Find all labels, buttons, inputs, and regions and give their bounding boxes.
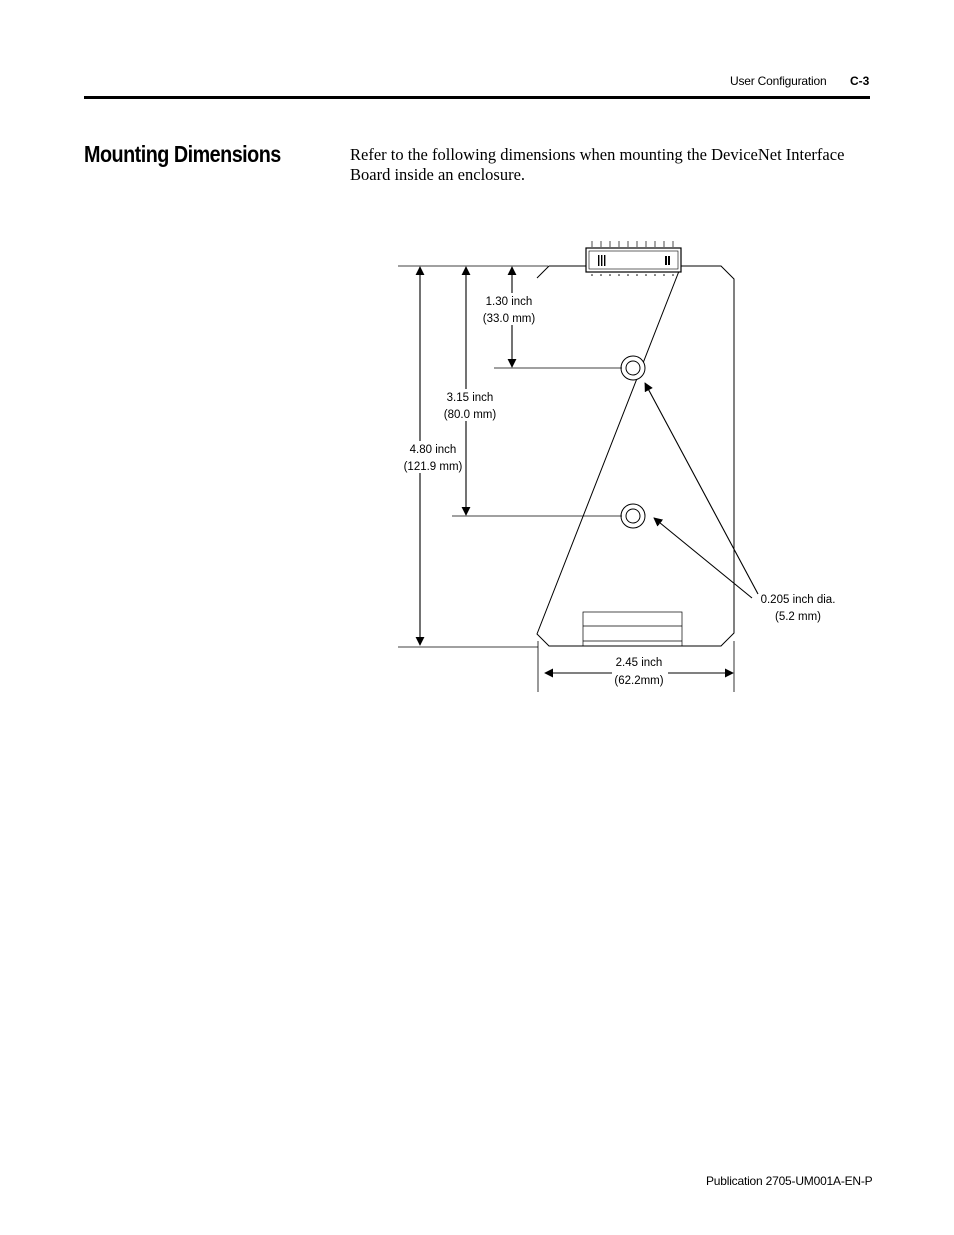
dim-bottom-hole-label-mm: (80.0 mm) bbox=[443, 409, 497, 421]
mounting-dimensions-diagram bbox=[360, 230, 880, 700]
extension-lines bbox=[398, 266, 734, 692]
top-connector bbox=[586, 241, 681, 276]
intro-paragraph: Refer to the following dimensions when mounting the DeviceNet Interface Board inside an enclosure. bbox=[350, 145, 845, 184]
dim-bottom-hole-label: 3.15 inch bbox=[446, 392, 494, 404]
hole-leader-top bbox=[645, 383, 758, 594]
dim-hole-dia-label-mm: (5.2 mm) bbox=[775, 611, 821, 623]
header-page-number: C-3 bbox=[850, 74, 870, 88]
dim-width-label-mm: (62.2mm) bbox=[614, 675, 664, 687]
section-title: Mounting Dimensions bbox=[84, 141, 281, 167]
dim-height-label-mm: (121.9 mm) bbox=[403, 461, 463, 473]
mounting-hole-top bbox=[621, 356, 645, 380]
dim-width-label: 2.45 inch bbox=[615, 657, 663, 669]
hole-leader-bottom bbox=[654, 518, 752, 598]
dim-top-hole-label-mm: (33.0 mm) bbox=[482, 313, 536, 325]
bottom-connector bbox=[583, 612, 682, 646]
dim-top-hole-label: 1.30 inch bbox=[485, 296, 533, 308]
header-rule bbox=[84, 96, 870, 99]
footer-publication: Publication 2705-UM001A-EN-P bbox=[706, 1174, 873, 1188]
board-outline bbox=[537, 266, 734, 646]
dim-hole-dia-label: 0.205 inch dia. bbox=[760, 594, 836, 606]
header-section-title: User Configuration bbox=[730, 74, 827, 88]
mounting-hole-bottom bbox=[621, 504, 645, 528]
dim-height-label: 4.80 inch bbox=[409, 444, 457, 456]
